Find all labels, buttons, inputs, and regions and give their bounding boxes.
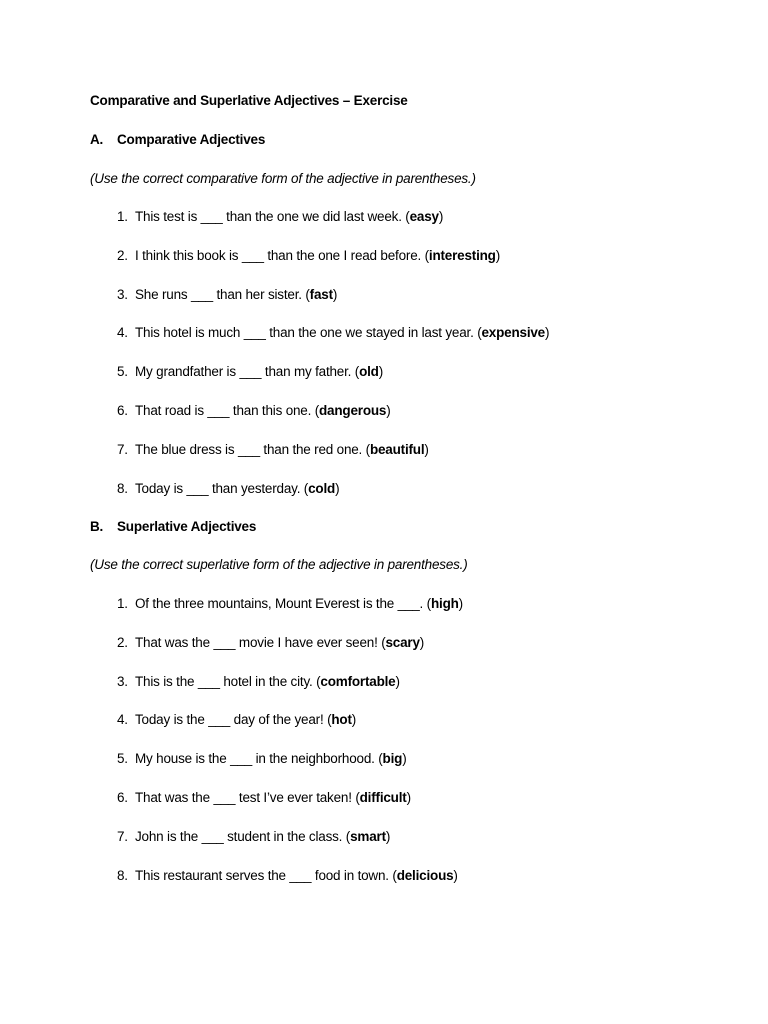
section-b-letter: B. <box>90 519 104 534</box>
item-closing-paren: ) <box>545 325 550 341</box>
item-sentence: This restaurant serves the ___ food in town. ( <box>135 867 397 883</box>
item-number <box>108 596 135 611</box>
item-number-text: 1. <box>117 209 128 224</box>
item-adjective: scary <box>385 634 420 650</box>
item-number-text: 6. <box>117 790 128 805</box>
item-number-text: 5. <box>117 751 128 767</box>
item-closing-paren: ) <box>495 247 501 263</box>
section-b-instruction: (Use the correct superlative form of the adjective in parentheses.) <box>90 557 468 572</box>
section-b-title: Superlative Adjectives <box>117 519 257 534</box>
item-number-text: 3. <box>117 673 128 689</box>
item-adjective: fast <box>309 286 333 302</box>
item-closing-paren: ) <box>385 828 391 844</box>
item-number-text: 1. <box>117 596 128 611</box>
item-number <box>108 674 135 689</box>
item-number-text: 3. <box>117 286 128 302</box>
superlative-item <box>108 712 356 730</box>
item-adjective: hot <box>331 712 352 728</box>
item-sentence: She runs ___ than her sister. ( <box>135 286 310 302</box>
item-adjective: easy <box>409 209 439 224</box>
superlative-item <box>108 596 463 614</box>
item-closing-paren: ) <box>351 712 357 728</box>
item-closing-paren: ) <box>378 364 384 380</box>
item-adjective: interesting <box>428 247 496 263</box>
item-closing-paren: ) <box>386 403 391 418</box>
item-number-text: 2. <box>117 634 128 650</box>
item-sentence: Today is ___ than yesterday. ( <box>135 480 309 496</box>
item-sentence: This is the ___ hotel in the city. ( <box>135 673 321 689</box>
item-adjective: old <box>359 364 379 380</box>
item-sentence: That was the ___ test I’ve ever taken! ( <box>135 790 360 805</box>
item-adjective: difficult <box>359 790 407 805</box>
item-number-text: 8. <box>117 867 128 883</box>
item-closing-paren: ) <box>453 867 458 883</box>
item-sentence: That was the ___ movie I have ever seen! ( <box>135 634 386 650</box>
superlative-item <box>108 829 390 847</box>
section-a-letter: A. <box>90 132 104 147</box>
item-closing-paren: ) <box>419 634 425 650</box>
item-sentence: John is the ___ student in the class. ( <box>135 828 351 844</box>
item-sentence: That road is ___ than this one. ( <box>135 403 320 418</box>
item-adjective: high <box>430 596 459 611</box>
item-number <box>108 790 135 805</box>
item-sentence: Of the three mountains, Mount Everest is the ___. ( <box>135 596 431 611</box>
item-closing-paren: ) <box>406 790 411 805</box>
item-closing-paren: ) <box>402 751 407 767</box>
item-closing-paren: ) <box>335 480 340 496</box>
item-adjective: comfortable <box>320 673 396 689</box>
item-closing-paren: ) <box>332 286 338 302</box>
item-number <box>108 712 135 727</box>
superlative-item <box>108 635 424 653</box>
item-number-text: 6. <box>117 403 128 418</box>
section-a-title: Comparative Adjectives <box>117 132 266 147</box>
document-title: Comparative and Superlative Adjectives – Exercise <box>90 93 408 108</box>
item-closing-paren: ) <box>424 441 429 457</box>
item-closing-paren: ) <box>395 673 400 689</box>
item-sentence: This hotel is much ___ than the one we stayed in last year. ( <box>135 325 482 341</box>
item-adjective: dangerous <box>319 403 387 418</box>
item-number <box>108 635 135 650</box>
item-number <box>108 751 135 766</box>
item-closing-paren: ) <box>438 209 444 224</box>
item-sentence: This test is ___ than the one we did last week. ( <box>135 209 410 224</box>
item-number-text: 7. <box>117 828 128 844</box>
superlative-item <box>108 868 458 886</box>
item-number-text: 5. <box>117 364 128 380</box>
superlative-item <box>108 790 411 808</box>
item-sentence: The blue dress is ___ than the red one. ( <box>135 441 370 457</box>
item-number-text: 8. <box>117 480 128 496</box>
item-adjective: cold <box>308 480 336 496</box>
item-adjective: delicious <box>396 867 454 883</box>
item-adjective: expensive <box>481 325 545 341</box>
item-sentence: Today is the ___ day of the year! ( <box>135 712 332 728</box>
item-adjective: beautiful <box>369 441 425 457</box>
item-number-text: 4. <box>117 712 128 728</box>
item-number-text: 2. <box>117 247 128 263</box>
item-number-text: 4. <box>117 325 128 341</box>
item-sentence: I think this book is ___ than the one I read before. ( <box>135 247 429 263</box>
item-closing-paren: ) <box>458 596 463 611</box>
section-a-instruction: (Use the correct comparative form of the adjective in parentheses.) <box>90 171 476 186</box>
item-adjective: big <box>382 751 403 767</box>
item-adjective: smart <box>350 828 386 844</box>
item-number <box>108 868 135 883</box>
superlative-item <box>108 751 406 769</box>
item-sentence: My grandfather is ___ than my father. ( <box>135 364 360 380</box>
superlative-item <box>108 674 400 692</box>
item-number <box>108 829 135 844</box>
item-sentence: My house is the ___ in the neighborhood. ( <box>135 751 383 767</box>
item-number-text: 7. <box>117 441 128 457</box>
